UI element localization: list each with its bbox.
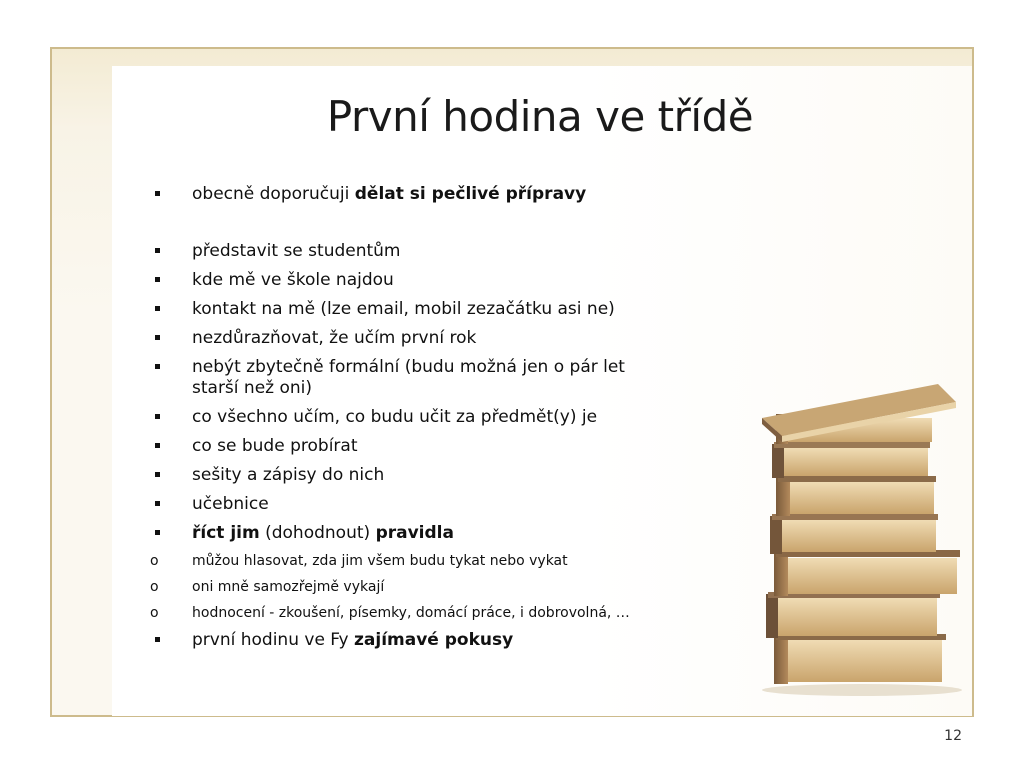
bullet-text-bold: zajímavé pokusy (354, 630, 514, 650)
list-gap (150, 213, 750, 241)
bullet-text: starší než oni) (192, 378, 313, 398)
bullet-text: sešity a zápisy do nich (192, 465, 385, 485)
bullet-item (150, 494, 750, 515)
sub-bullet-item (150, 552, 750, 570)
bullet-item (150, 357, 750, 399)
sub-bullet-item (150, 578, 750, 596)
bullet-text: nebýt zbytečně formální (budu možná jen o pár let (192, 357, 625, 377)
book-5 (776, 476, 936, 516)
bullet-list (150, 184, 750, 659)
bullet-text: obecně doporučuji (192, 184, 355, 204)
bullet-item (150, 328, 750, 349)
bullet-text: (dohodnout) (259, 523, 376, 543)
bullet-item (150, 299, 750, 320)
bullet-text: nezdůrazňovat, že učím první rok (192, 328, 477, 348)
bullet-text: představit se studentům (192, 241, 401, 261)
bullet-item (150, 523, 750, 544)
bullet-text: učebnice (192, 494, 269, 514)
bullet-text: kde mě ve škole najdou (192, 270, 394, 290)
bullet-text-bold: pravidla (375, 523, 454, 543)
circle-bullet-icon: o (150, 605, 159, 621)
book-4 (770, 514, 938, 554)
bullet-text-bold: říct jim (192, 523, 260, 543)
sub-bullet-item (150, 604, 750, 622)
bullet-item (150, 465, 750, 486)
book-6 (772, 442, 930, 478)
book-3 (774, 550, 960, 596)
slide-title: První hodina ve třídě (326, 92, 754, 141)
bullet-text-bold: dělat si pečlivé přípravy (354, 184, 587, 204)
book-stack-image (752, 378, 968, 696)
book-1 (774, 634, 946, 684)
bullet-text: můžou hlasovat, zda jim všem budu tykat nebo vykat (192, 553, 568, 569)
bullet-text: hodnocení - zkoušení, písemky, domácí práce, i dobrovolná, … (192, 605, 630, 621)
circle-bullet-icon: o (150, 579, 159, 595)
bullet-item (150, 241, 750, 262)
bullet-item (150, 270, 750, 291)
bullet-text: první hodinu ve Fy (192, 630, 354, 650)
bullet-item (150, 184, 750, 205)
bullet-item (150, 436, 750, 457)
page-number: 12 (944, 728, 962, 744)
bullet-text: kontakt na mě (lze email, mobil zezačátku asi ne) (192, 299, 615, 319)
bullet-item (150, 407, 750, 428)
circle-bullet-icon: o (150, 553, 159, 569)
bullet-item (150, 630, 750, 651)
bullet-text: co všechno učím, co budu učit za předmět(y) je (192, 407, 598, 427)
book-2 (766, 592, 940, 638)
bullet-text: co se bude probírat (192, 436, 358, 456)
bullet-text: oni mně samozřejmě vykají (192, 579, 385, 595)
